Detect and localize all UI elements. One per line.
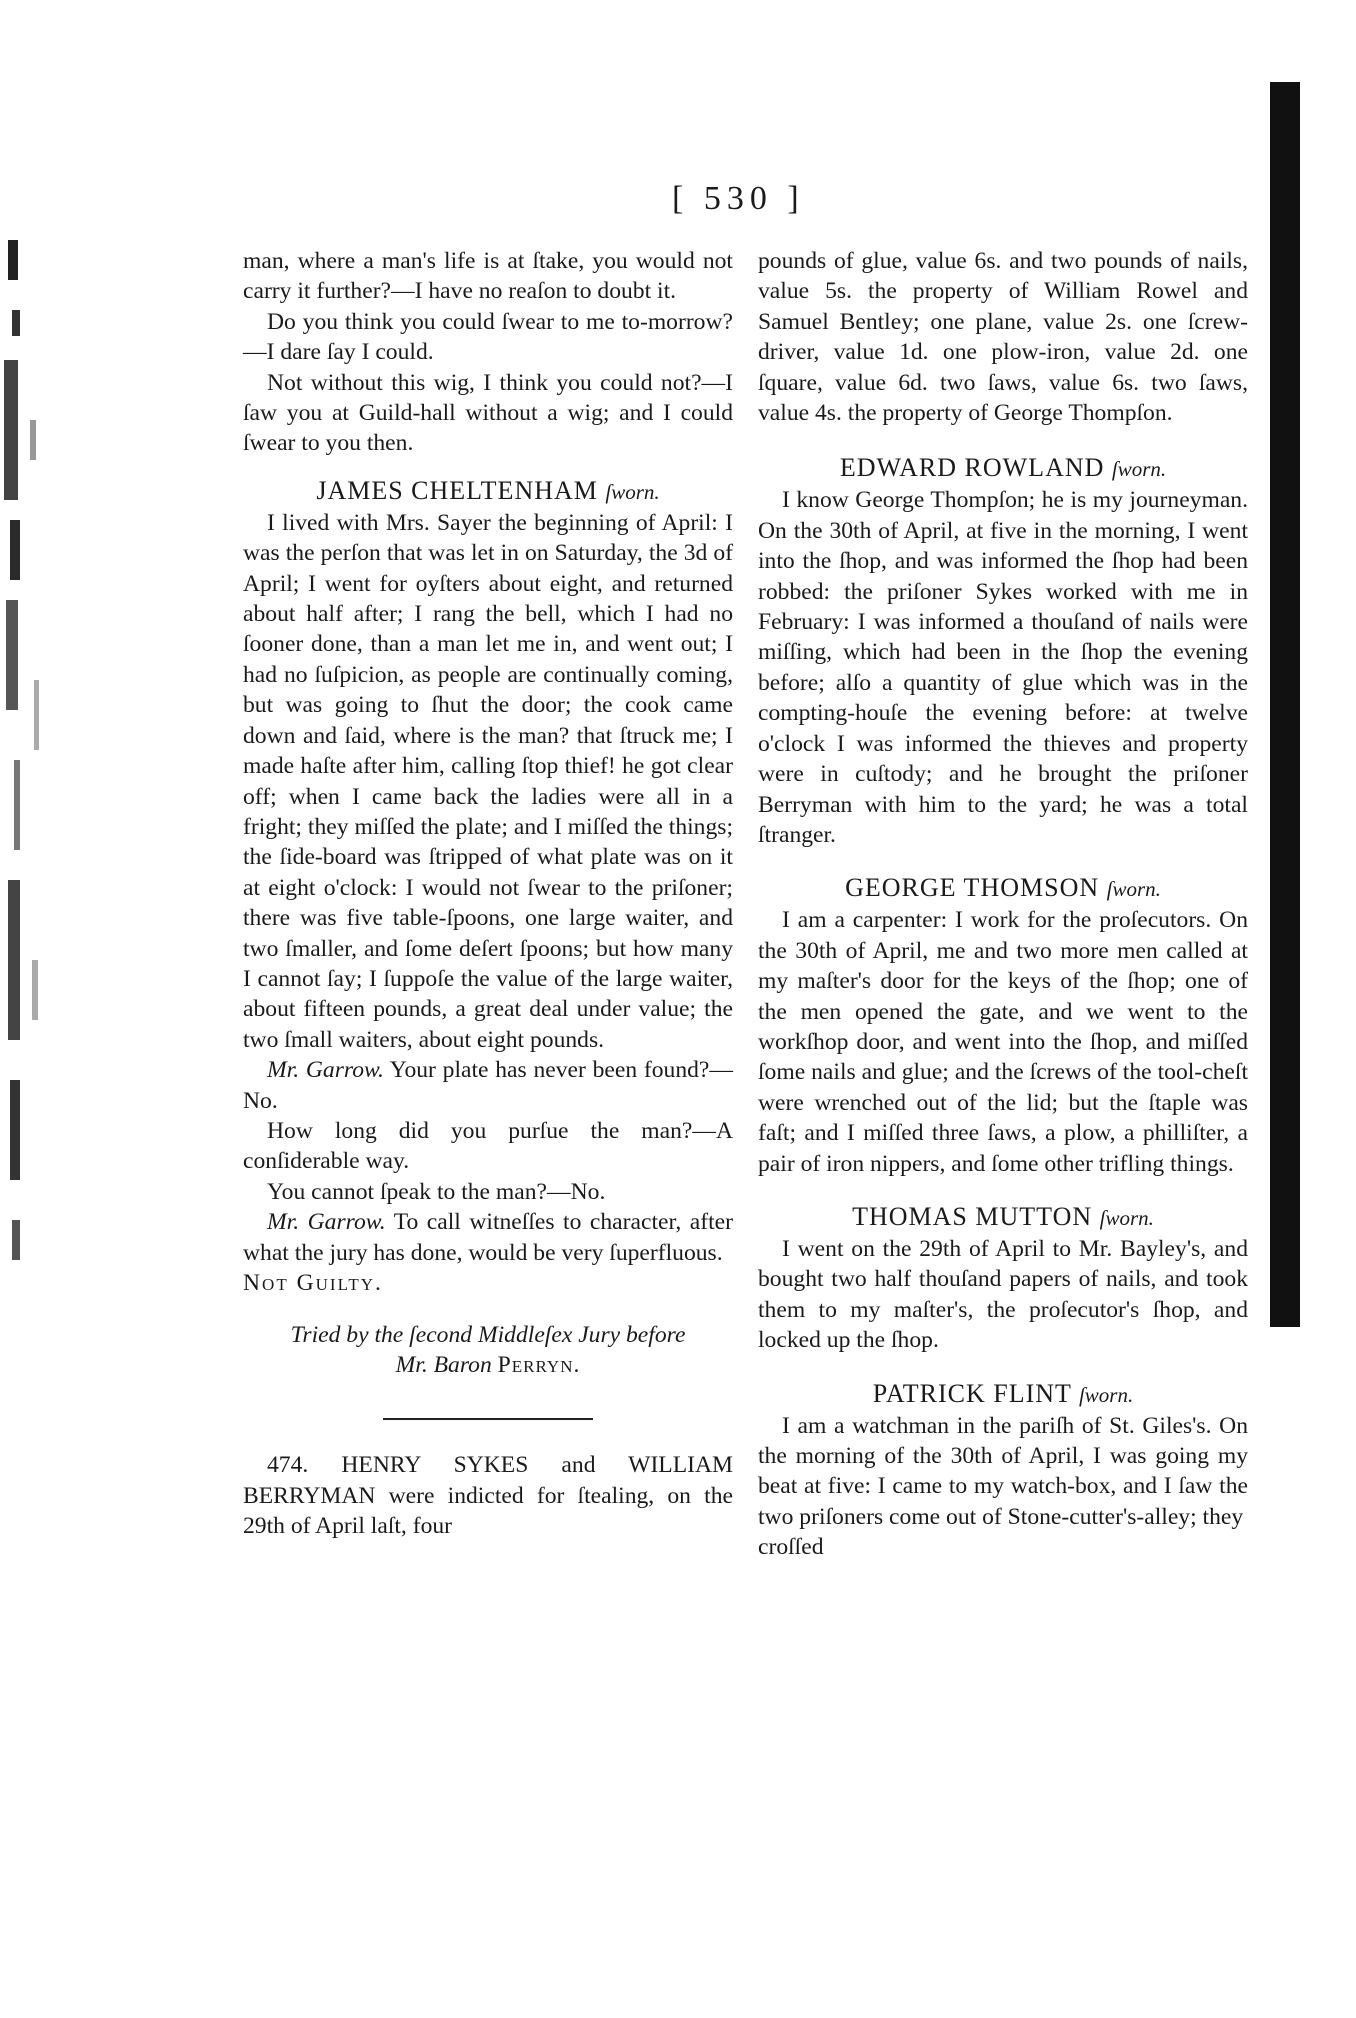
sworn-label: ſworn. xyxy=(1106,877,1161,902)
witness-name: THOMAS MUTTON xyxy=(852,1201,1093,1231)
witness-heading xyxy=(758,1201,1248,1234)
testimony-paragraph: I lived with Mrs. Sayer the beginning of April: I was the perſon that was let in on Saturday, the 3d of April; I went for oyſters about eight, and returned about half after; I rang the bell, which I had no ſooner done, than a man let me in, and went out; I had no ſuſpicion, as people are continually coming, but was going to ſhut the door; the cook came down and ſaid, where is the man? that ſtruck me; I made haſte after him, calling ſtop thief! he got clear off; when I came back the ladies were all in a fright; they miſſed the plate; and I miſſed the things; the ſide-board was ſtripped of what plate was on it at eight o'clock: I would not ſwear to the priſoner; there was five table-ſpoons, one large waiter, and two ſmaller, and ſome deſert ſpoons; but how many I cannot ſay; I ſuppoſe the value of the large waiter, about fifteen pounds, a great deal under value; the two ſmall waiters, about eight pounds. xyxy=(243,509,733,1053)
sworn-label: ſworn. xyxy=(1099,1205,1154,1230)
testimony-paragraph: I went on the 29th of April to Mr. Bayley's, and bought two half thouſand papers of nails, and took them to my maſter's, the proſecutor's ſhop, and locked up the ſhop. xyxy=(758,1235,1248,1354)
paragraph xyxy=(243,1207,733,1268)
witness-name: JAMES CHELTENHAM xyxy=(316,475,598,505)
speaker-label: Mr. Garrow. xyxy=(267,1057,384,1084)
witness-name: EDWARD ROWLAND xyxy=(839,453,1105,483)
paragraph: You cannot ſpeak to the man?—No. xyxy=(267,1178,606,1205)
witness-heading xyxy=(758,452,1248,485)
paragraph: Not without this wig, I think you could not?—I ſaw you at Guild-hall without a wig; and I could ſwear to you then. xyxy=(243,369,733,457)
scan-edge-bar xyxy=(1270,82,1300,1327)
speaker-label: Mr. Garrow. xyxy=(267,1209,386,1236)
section-divider xyxy=(383,1418,593,1420)
paragraph: man, where a man's life is at ſtake, you would not carry it further?—I have no reaſon to doubt it. xyxy=(243,248,733,305)
catchword: croſſed xyxy=(758,1534,824,1561)
jury-note xyxy=(243,1320,733,1380)
sworn-label: ſworn. xyxy=(605,479,660,504)
testimony-paragraph: I am a carpenter: I work for the proſecutors. On the 30th of April, me and two more men called at my maſter's door for the keys of the ſhop; one of the men opened the gate, and we went to the workſhop door, and went into the ſhop, and miſſed ſome nails and glue; and the ſcrews of the tool-cheſt were wrenched out of the lid; but the ſtaple was faſt; and I miſſed three ſaws, a plow, a philliſter, a pair of iron nippers, and ſome other trifling things. xyxy=(758,907,1248,1177)
binding-shadow xyxy=(0,160,60,1360)
witness-name: GEORGE THOMSON xyxy=(845,873,1100,903)
testimony-paragraph: I know George Thompſon; he is my journeyman. On the 30th of April, at five in the morning, I went into the ſhop, and was informed the ſhop had been robbed: the priſoner Sykes worked with me in February: I was informed a thouſand of nails were miſſing, which had been in the ſhop the evening before; alſo a quantity of glue which was in the compting-houſe the evening before: at twelve o'clock I was informed the thieves and property were in cuſtody; and he brought the priſoner Berryman with him to the yard; he was a total ſtranger. xyxy=(758,487,1248,848)
witness-heading xyxy=(758,872,1248,905)
paragraph xyxy=(243,1055,733,1116)
page-number: [ 530 ] xyxy=(672,180,805,217)
jury-note-line: Tried by the ſecond Middleſex Jury before xyxy=(290,1322,686,1349)
judge-title: Mr. Baron xyxy=(395,1352,492,1379)
case-paragraph: 474. HENRY SYKES and WILLIAM BERRYMAN were indicted for ſtealing, on the 29th of April laſt, four xyxy=(243,1452,733,1540)
speech-text: Your plate has never been found?—No. xyxy=(243,1057,733,1114)
paragraph: pounds of glue, value 6s. and two pounds of nails, value 5s. the property of William Rowel and Samuel Bentley; one plane, value 2s. one ſcrew-driver, value 1d. one plow-iron, value 2d. one ſquare, value 6d. two ſaws, value 6s. two ſaws, value 4s. the property of George Thompſon. xyxy=(758,248,1248,427)
verdict: Not Guilty. xyxy=(243,1270,383,1296)
jury-note-line xyxy=(243,1350,733,1380)
testimony-paragraph: I am a watchman in the pariſh of St. Giles's. On the morning of the 30th of April, I was going my beat at five: I came to my watch-box, and I ſaw the two priſoners come out of Stone-cutter's-alley; they xyxy=(758,1412,1248,1530)
paragraph: How long did you purſue the man?—A conſiderable way. xyxy=(243,1117,733,1175)
left-column xyxy=(243,246,733,1542)
right-column xyxy=(758,246,1248,1563)
sworn-label: ſworn. xyxy=(1078,1382,1134,1407)
paragraph: Do you think you could ſwear to me to-morrow?—I dare ſay I could. xyxy=(243,308,733,366)
witness-heading xyxy=(758,1378,1248,1411)
witness-heading xyxy=(243,475,733,508)
witness-name: PATRICK FLINT xyxy=(872,1378,1072,1408)
judge-name: Perryn. xyxy=(497,1352,581,1379)
sworn-label: ſworn. xyxy=(1111,457,1167,482)
speech-text: To call witneſſes to character, after what the jury has done, would be very ſuperfluous. xyxy=(243,1209,734,1266)
